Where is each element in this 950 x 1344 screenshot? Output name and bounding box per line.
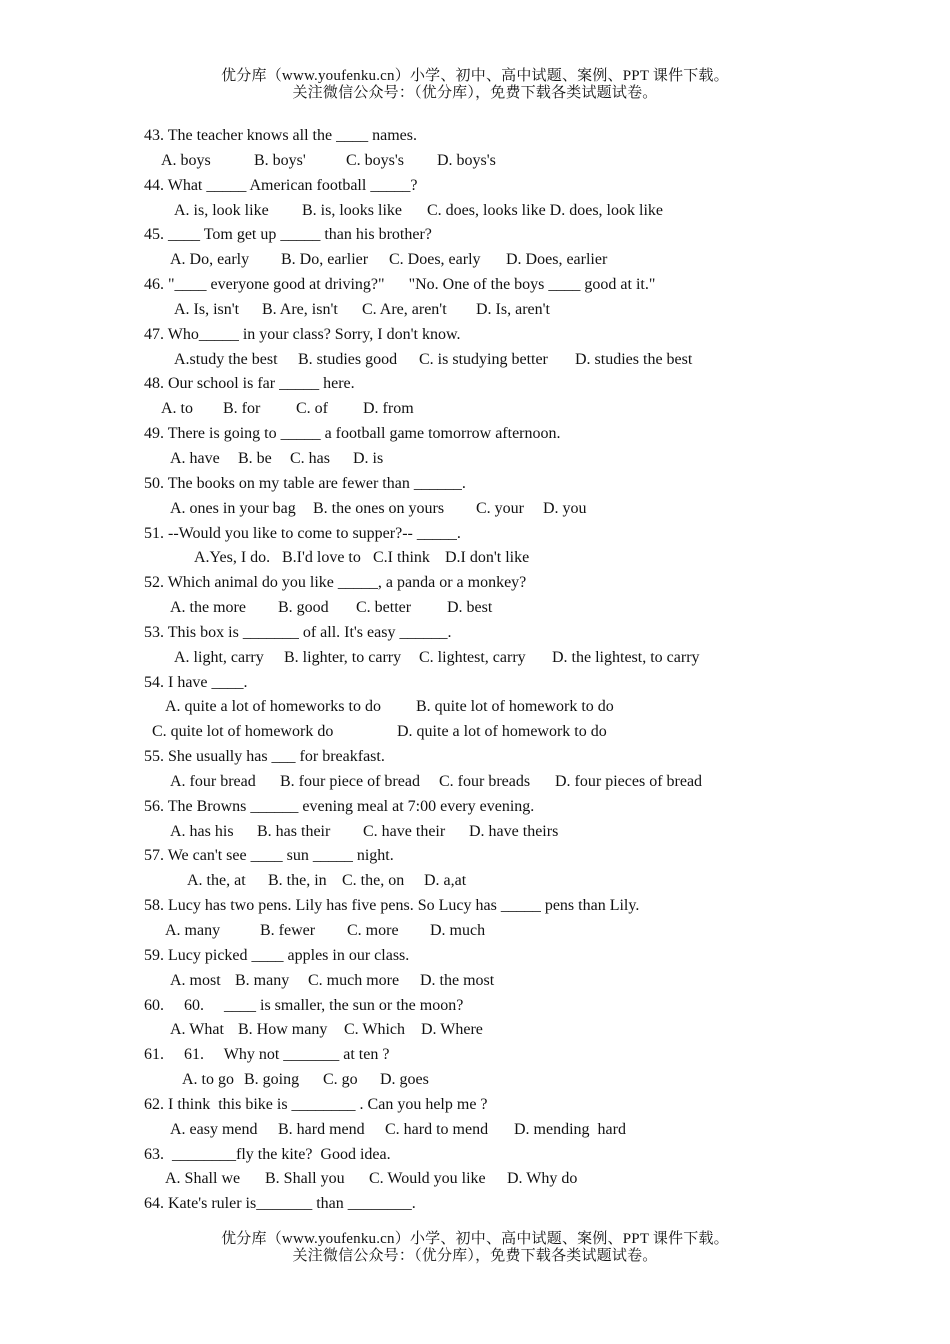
answer-option: A. ones in your bag [170,499,296,517]
footer-line-2: 关注微信公众号：（优分库），免费下载各类试题试卷。 [292,1248,658,1264]
question-text: 45. ____ Tom get up _____ than his brother? [144,226,432,244]
options-row [0,919,950,944]
answer-option: C. lightest, carry [419,648,526,666]
options-row [0,298,950,323]
answer-option: D. boys's [437,151,496,169]
answer-option: C. much more [308,971,400,989]
answer-option: C. four breads [439,772,531,790]
answer-option: B. studies good [298,350,398,368]
answer-option: B. boys' [254,151,306,169]
answer-option: A. Is, isn't [174,300,240,318]
answer-option: D. Is, aren't [476,300,550,318]
answer-option: B. How many [238,1021,328,1039]
answer-option: D. Why do [507,1170,578,1188]
question-text: 61. 61. Why not _______ at ten ? [144,1046,390,1064]
answer-option: B. Are, isn't [262,300,338,318]
options-row [0,646,950,671]
page-header [0,68,950,102]
question-text: 59. Lucy picked ____ apples in our class. [144,946,410,964]
answer-option: C. more [347,922,399,939]
options-row [0,969,950,994]
answer-option: D. a,at [424,872,467,890]
answer-option: D. Where [421,1021,483,1039]
question-text: 44. What _____ American football _____? [144,176,418,194]
question-text: 58. Lucy has two pens. Lily has five pens. So Lucy has _____ pens than Lily. [144,897,640,915]
options-row [0,497,950,522]
options-row [0,199,950,224]
answer-option: B.I'd love to [282,549,361,567]
question-text: 57. We can't see ____ sun _____ night. [144,847,394,865]
options-row [0,820,950,845]
answer-option: A. boys [161,151,211,169]
options-row [0,1068,950,1093]
options-row [0,596,950,621]
question-text: 50. The books on my table are fewer than ______. [144,474,466,492]
answer-option: B. is, looks like [302,201,403,219]
question-text: 53. This box is _______ of all. It's easy ______. [144,623,452,641]
question-text: 63. ________fly the kite? Good idea. [144,1145,391,1163]
answer-option: C. Are, aren't [362,300,447,318]
question-text: 43. The teacher knows all the ____ names. [144,127,417,144]
answer-option: D. four pieces of bread [555,772,703,790]
question-text: 64. Kate's ruler is_______ than ________. [144,1195,416,1213]
answer-option: A. most [170,971,221,989]
answer-option: B. the, in [268,872,327,890]
answer-option: B. hard mend [278,1120,365,1138]
answer-option: B. good [278,599,329,617]
answer-option: A. the more [170,599,246,617]
footer-line-1: 优分库（www.youfenku.cn）小学、初中、高中试题、案例、PPT 课件下载。 [221,1231,729,1247]
options-row [0,348,950,373]
answer-option: A. Shall we [165,1170,241,1188]
answer-option: C. quite lot of homework do [152,723,334,741]
answer-option: D. have theirs [469,822,559,840]
question-text: 52. Which animal do you like _____, a panda or a monkey? [144,574,527,592]
answer-option: B. four piece of bread [280,772,420,790]
answer-option: B. quite lot of homework to do [416,698,614,716]
answer-option: C. of [296,400,328,418]
header-line-2: 关注微信公众号：（优分库），免费下载各类试题试卷。 [292,85,658,101]
answer-option: C. does, looks like D. does, look like [427,201,663,219]
header-line-1: 优分库（www.youfenku.cn）小学、初中、高中试题、案例、PPT 课件下载。 [221,68,729,84]
question-text: 55. She usually has ___ for breakfast. [144,748,385,766]
answer-option: C.I think [373,549,430,567]
question-text: 51. --Would you like to come to supper?-- _____. [144,524,461,542]
answer-option: D. mending hard [514,1120,626,1138]
answer-option: C. is studying better [419,350,548,368]
answer-option: D. you [543,499,587,517]
answer-option: C. hard to mend [385,1120,489,1138]
question-text: 62. I think this bike is ________ . Can you help me ? [144,1095,488,1113]
answer-option: A. quite a lot of homeworks to do [165,698,381,716]
question-list [0,124,950,1217]
answer-option: D. from [363,400,414,418]
answer-option: C. boys's [346,151,405,169]
answer-option: A. light, carry [174,648,264,666]
answer-option: B. many [235,971,290,989]
answer-option: D. Does, earlier [506,251,608,269]
answer-option: D. the most [420,971,495,989]
answer-option: A. to [161,400,193,418]
answer-option: B. Shall you [265,1170,345,1188]
options-row [0,720,950,745]
answer-option: C. have their [363,822,446,840]
options-row [0,695,950,720]
answer-option: A. have [170,449,220,467]
answer-option: D. quite a lot of homework to do [397,723,607,741]
answer-option: C. the, on [342,872,405,890]
options-row [0,546,950,571]
answer-option: D. the lightest, to carry [552,648,700,666]
answer-option: C. has [290,449,330,467]
answer-option: B. lighter, to carry [284,648,402,666]
question-text: 60. 60. ____ is smaller, the sun or the moon? [144,996,464,1014]
answer-option: A. is, look like [174,201,269,219]
answer-option: D. goes [380,1071,429,1089]
options-row [0,248,950,273]
question-text: 48. Our school is far _____ here. [144,375,355,393]
answer-option: B. be [238,449,272,467]
options-row [0,447,950,472]
question-text: 54. I have ____. [144,673,248,691]
question-text: 56. The Browns ______ evening meal at 7:00 every evening. [144,797,535,815]
answer-option: A.Yes, I do. [194,549,271,567]
answer-option: B. fewer [260,922,316,939]
answer-option: A. What [170,1021,224,1039]
page-footer [0,1231,950,1265]
answer-option: B. has their [257,822,331,840]
answer-option: C. your [476,499,524,517]
answer-option: A. the, at [187,872,246,890]
question-text: 47. Who_____ in your class? Sorry, I don't know. [144,325,461,343]
answer-option: C. Does, early [389,251,481,269]
answer-option: B. going [244,1071,300,1089]
answer-option: A.study the best [174,350,278,368]
answer-option: D. best [447,599,493,617]
options-row [0,1018,950,1043]
answer-option: D. studies the best [575,350,693,368]
answer-option: A. four bread [170,772,256,790]
answer-option: D.I don't like [445,549,530,567]
answer-option: A. to go [182,1071,234,1089]
options-row [0,869,950,894]
answer-option: A. Do, early [170,251,250,269]
answer-option: D. is [353,449,384,467]
options-row [0,149,950,174]
answer-option: B. Do, earlier [281,251,369,269]
options-row [0,1118,950,1143]
answer-option: B. the ones on yours [313,499,445,517]
options-row [0,770,950,795]
answer-option: C. Would you like [369,1170,486,1188]
answer-option: B. for [223,400,261,418]
answer-option: A. has his [170,822,234,840]
options-row [0,397,950,422]
question-text: 46. "____ everyone good at driving?" "No. One of the boys ____ good at it." [144,276,656,294]
options-row [0,1167,950,1192]
answer-option: C. Which [344,1021,406,1039]
answer-option: C. better [356,599,412,617]
answer-option: C. go [323,1071,358,1089]
answer-option: A. many [165,922,221,939]
answer-option: A. easy mend [170,1120,258,1138]
question-text: 49. There is going to _____ a football game tomorrow afternoon. [144,425,561,443]
answer-option: D. much [430,922,486,939]
